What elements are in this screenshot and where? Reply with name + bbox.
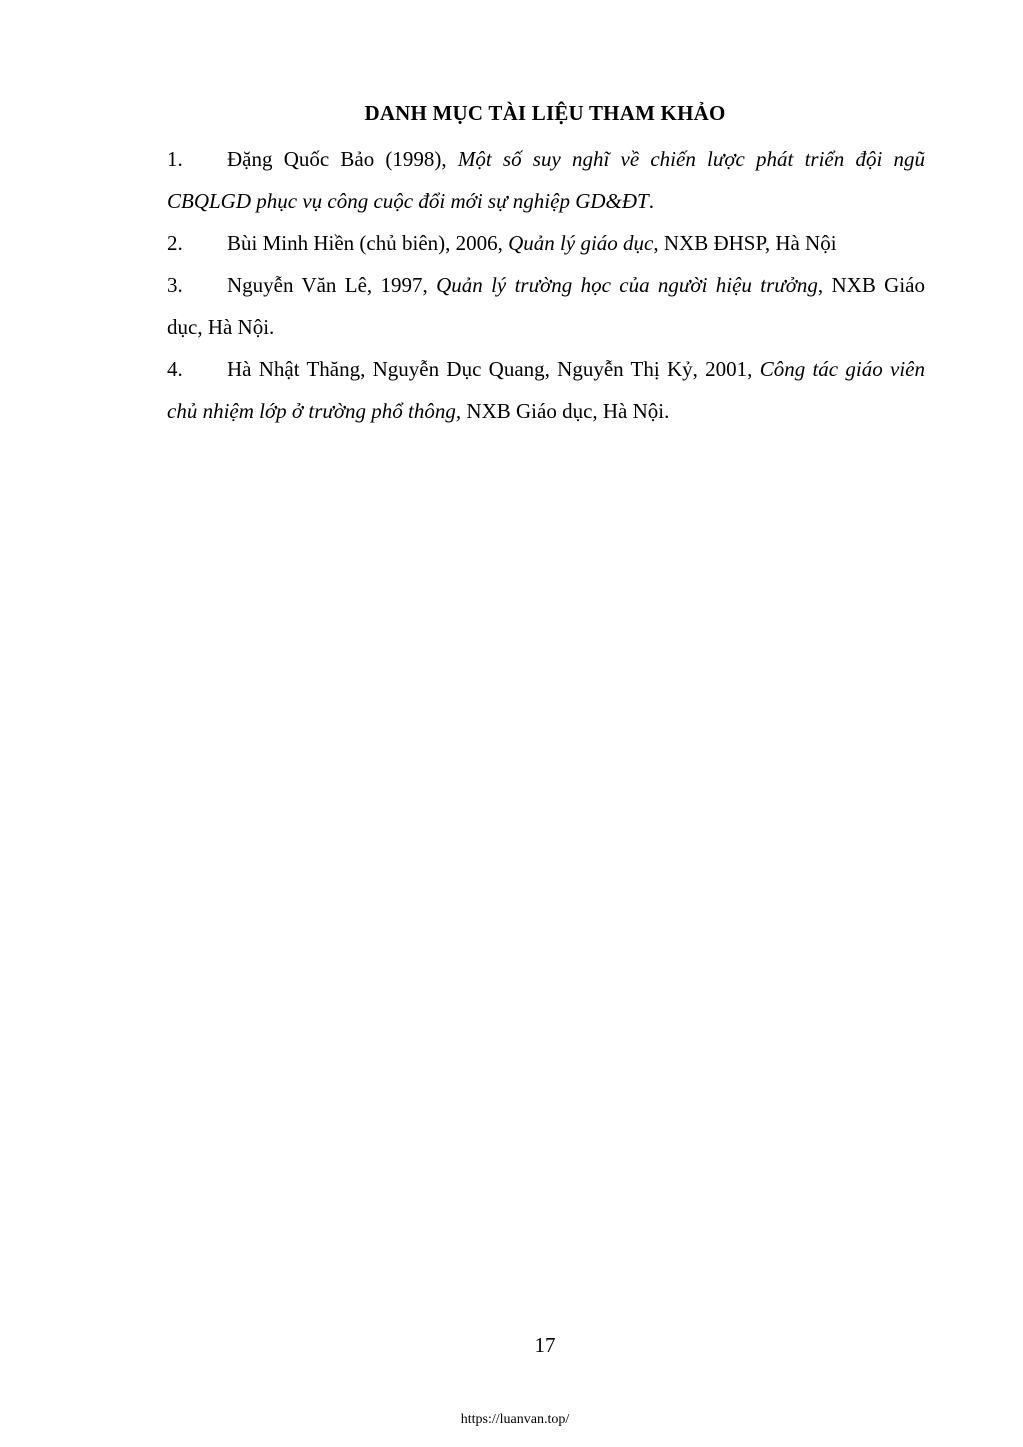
reference-list: [167, 138, 925, 432]
reference-number: 4.: [167, 357, 183, 381]
reference-publisher: NXB Giáo dục, Hà Nội.: [461, 399, 670, 423]
reference-item: [167, 222, 925, 264]
page-number: 17: [534, 1333, 556, 1357]
page-title: DANH MỤC TÀI LIỆU THAM KHẢO: [364, 101, 726, 125]
reference-authors: Nguyễn Văn Lê, 1997,: [227, 273, 437, 297]
footer-url[interactable]: https://luanvan.top/: [460, 1412, 570, 1427]
reference-title: Quản lý trường học của người hiệu trưởng: [436, 273, 818, 297]
reference-item: [167, 264, 925, 348]
reference-item: [167, 348, 925, 432]
reference-item: [167, 138, 925, 222]
reference-number: 2.: [167, 231, 183, 255]
reference-number: 1.: [167, 147, 183, 171]
reference-title: Quản lý giáo dục: [508, 231, 654, 255]
reference-publisher: , NXB ĐHSP, Hà Nội: [653, 231, 837, 255]
reference-authors: Bùi Minh Hiền (chủ biên), 2006,: [227, 231, 509, 255]
reference-publisher: .: [648, 189, 654, 213]
reference-title: Một số suy nghĩ về chiến lược phát triển đội ngũ CBQLGD phục vụ công cuộc đổi mới sự nghiệp GD&ĐT: [167, 147, 925, 213]
reference-publisher: , NXB Giáo dục, Hà Nội.: [167, 273, 925, 339]
reference-authors: Hà Nhật Thăng, Nguyễn Dục Quang, Nguyễn Thị Kỷ, 2001,: [227, 357, 760, 381]
reference-authors: Đặng Quốc Bảo (1998),: [227, 147, 458, 171]
reference-title: Công tác giáo viên chủ nhiệm lớp ở trường phổ thông,: [167, 357, 925, 423]
reference-number: 3.: [167, 273, 183, 297]
